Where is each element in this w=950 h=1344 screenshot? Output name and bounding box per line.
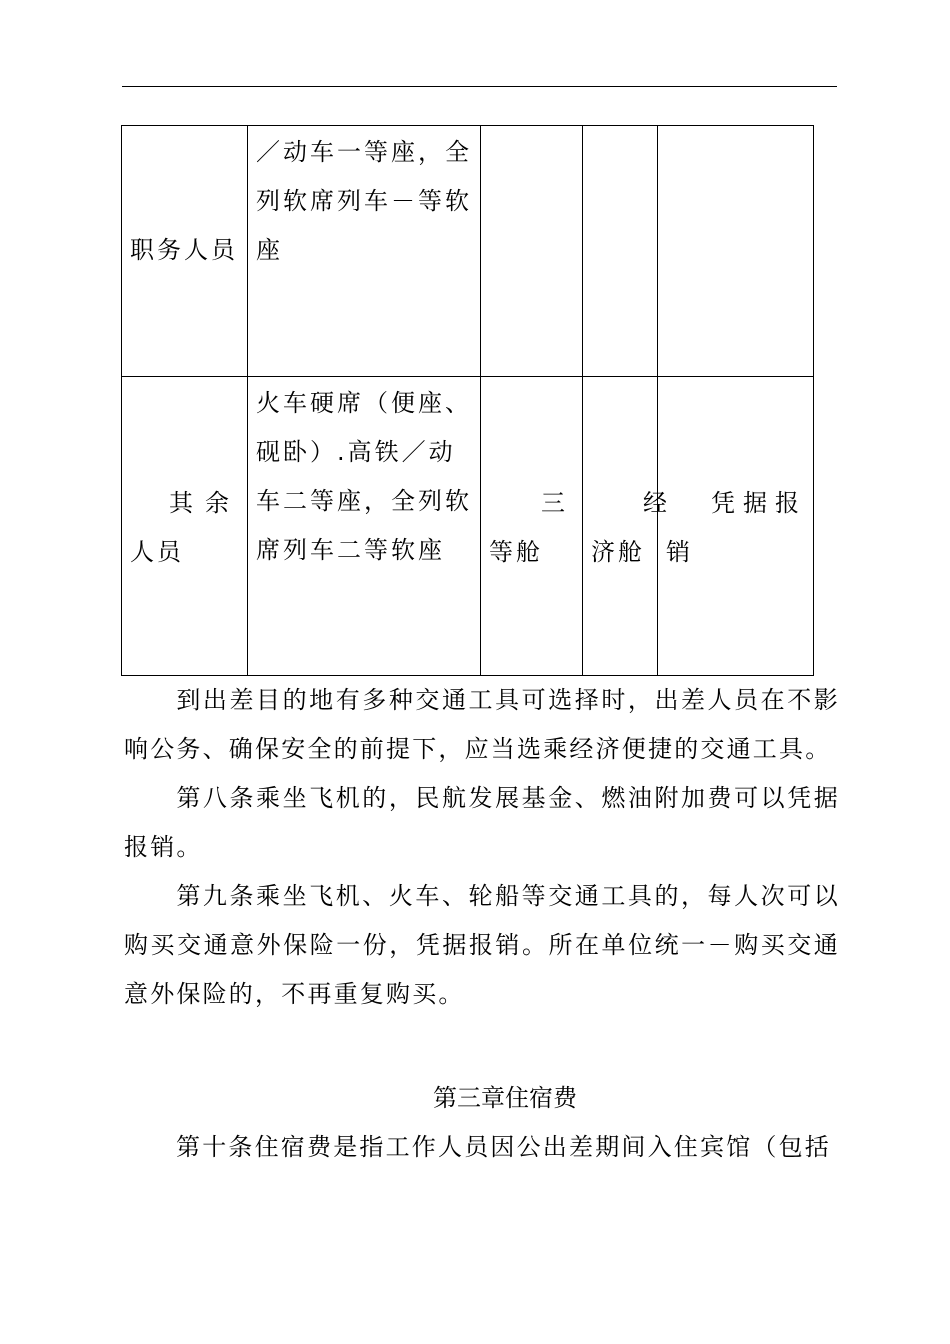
table-cell-other (658, 126, 814, 377)
other-standard-part2: 销 (666, 538, 693, 566)
paragraph (124, 676, 840, 774)
chapter-title: 第三章住宿费 (433, 1084, 577, 1112)
table-cell-ship (481, 377, 583, 676)
table-cell-ship (481, 126, 583, 377)
travel-standard-table (121, 125, 814, 676)
plane-standard-part2: 济舱 (591, 538, 645, 566)
category-label-part2: 人员 (130, 538, 184, 566)
table-cell-plane (583, 377, 670, 676)
paragraph-article-10 (124, 1123, 840, 1172)
paragraph-article-9 (124, 872, 840, 1019)
category-label: 职务人员 (130, 236, 238, 264)
paragraph-text: 第九条乘坐飞机、火车、轮船等交通工具的，每人次可以购买交通意外保险一份，凭据报销。所在单位统一－购买交通意外保险的，不再重复购买。 (124, 882, 840, 1008)
table-cell-plane (583, 126, 658, 377)
paragraph-text: 第八条乘坐飞机的，民航发展基金、燃油附加费可以凭据报销。 (124, 784, 840, 861)
table-cell-category (122, 377, 248, 676)
ship-standard-part2: 等舱 (489, 538, 543, 566)
table-row (122, 126, 814, 377)
paragraph-article-8 (124, 774, 840, 872)
train-standard: ／动车一等座，全列软席列车－等软座 (256, 138, 472, 264)
table-cell-train (248, 126, 481, 377)
plane-standard-part1: 经 (643, 489, 670, 517)
paragraph-text: 第十条住宿费是指工作人员因公出差期间入住宾馆（包括 (176, 1133, 831, 1161)
category-label-part1: 其余 (169, 489, 241, 517)
ship-standard-part1: 三 (541, 489, 568, 517)
table-cell-other (658, 377, 814, 676)
header-rule (122, 86, 837, 87)
table-cell-category (122, 126, 248, 377)
paragraph-text: 到出差目的地有多种交通工具可选择时，出差人员在不影响公务、确保安全的前提下，应当选乘经济便捷的交通工具。 (124, 686, 840, 763)
table-row (122, 377, 814, 676)
table-cell-train (248, 377, 481, 676)
other-standard-part1: 凭据报 (711, 489, 807, 517)
train-standard: 火车硬席（便座、砚卧）.高铁／动车二等座，全列软席列车二等软座 (256, 389, 472, 564)
